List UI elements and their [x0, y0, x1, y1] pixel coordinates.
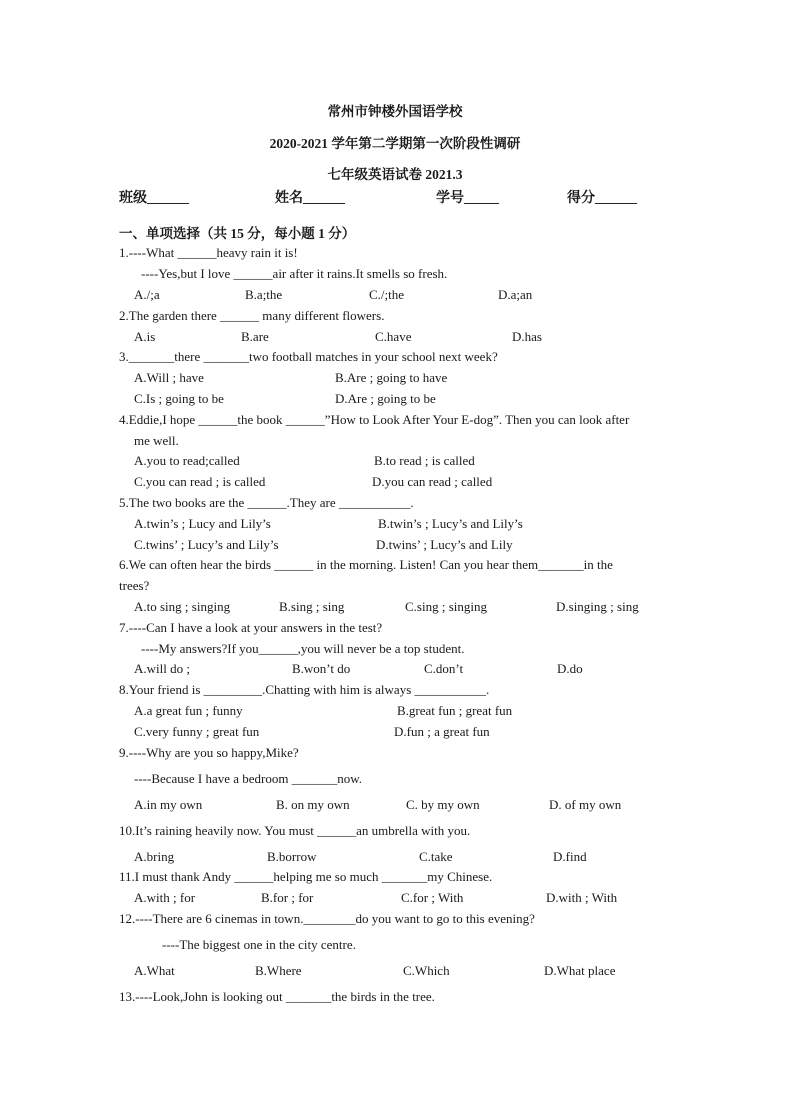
- question-1-option-d: D.a;an: [498, 287, 533, 302]
- question-4-stem-cont: me well.: [134, 433, 179, 448]
- question-4-option-c: C.you can read ; is called: [134, 474, 266, 489]
- question-12-stem: 12.----There are 6 cinemas in town.________do you want to go to this evening?: [119, 911, 535, 926]
- question-3-option-a: A.Will ; have: [134, 370, 204, 385]
- question-6-option-d: D.singing ; sing: [556, 599, 639, 614]
- question-6-stem-cont: trees?: [119, 578, 150, 593]
- question-5-option-b: B.twin’s ; Lucy’s and Lily’s: [378, 516, 523, 531]
- question-6-option-a: A.to sing ; singing: [134, 599, 231, 614]
- question-3-option-c: C.Is ; going to be: [134, 391, 224, 406]
- question-7-option-a: A.will do ;: [134, 661, 190, 676]
- question-11-option-c: C.for ; With: [401, 890, 464, 905]
- school-name: 常州市钟楼外国语学校: [327, 104, 463, 119]
- question-11-option-b: B.for ; for: [261, 890, 314, 905]
- question-1-reply: ----Yes,but I love ______air after it rains.It smells so fresh.: [141, 266, 448, 281]
- question-3-option-b: B.Are ; going to have: [335, 370, 448, 385]
- name-field: 姓名______: [275, 191, 345, 206]
- question-9-option-d: D. of my own: [549, 797, 622, 812]
- question-11-stem: 11.I must thank Andy ______helping me so much _______my Chinese.: [119, 869, 493, 884]
- question-9-stem: 9.----Why are you so happy,Mike?: [119, 745, 299, 760]
- question-4-option-b: B.to read ; is called: [374, 453, 475, 468]
- question-7-option-b: B.won’t do: [292, 661, 351, 676]
- question-5-stem: 5.The two books are the ______.They are ___________.: [119, 495, 414, 510]
- question-10-stem: 10.It’s raining heavily now. You must ______an umbrella with you.: [119, 823, 471, 838]
- question-12-option-d: D.What place: [544, 963, 616, 978]
- question-1-option-c: C./;the: [369, 287, 405, 302]
- student-number-field: 学号_____: [436, 191, 499, 206]
- question-12-reply: ----The biggest one in the city centre.: [162, 937, 356, 952]
- question-7-option-c: C.don’t: [424, 661, 464, 676]
- question-8-option-b: B.great fun ; great fun: [397, 703, 513, 718]
- question-2-stem: 2.The garden there ______ many different flowers.: [119, 308, 385, 323]
- class-field: 班级______: [119, 191, 189, 206]
- question-2-option-d: D.has: [512, 329, 542, 344]
- question-4-stem: 4.Eddie,I hope ______the book ______”How to Look After Your E-dog”. Then you can look after: [119, 412, 630, 427]
- question-4-option-d: D.you can read ; called: [372, 474, 493, 489]
- question-8-option-d: D.fun ; a great fun: [394, 724, 490, 739]
- question-3-option-d: D.Are ; going to be: [335, 391, 436, 406]
- question-8-stem: 8.Your friend is _________.Chatting with him is always ___________.: [119, 682, 490, 697]
- question-11-option-a: A.with ; for: [134, 890, 196, 905]
- question-10-option-b: B.borrow: [267, 849, 317, 864]
- question-2-option-b: B.are: [241, 329, 269, 344]
- question-6-option-b: B.sing ; sing: [279, 599, 345, 614]
- exam-title: 七年级英语试卷 2021.3: [327, 167, 463, 182]
- score-field: 得分______: [567, 191, 637, 206]
- question-9-option-b: B. on my own: [276, 797, 350, 812]
- question-5-option-a: A.twin’s ; Lucy and Lily’s: [134, 516, 271, 531]
- question-6-stem: 6.We can often hear the birds ______ in the morning. Listen! Can you hear them_______in the: [119, 557, 613, 572]
- question-9-option-c: C. by my own: [406, 797, 480, 812]
- question-9-option-a: A.in my own: [134, 797, 203, 812]
- question-1-stem: 1.----What ______heavy rain it is!: [119, 245, 298, 260]
- question-3-stem: 3._______there _______two football matches in your school next week?: [119, 349, 498, 364]
- question-1-option-a: A./;a: [134, 287, 160, 302]
- question-2-option-a: A.is: [134, 329, 156, 344]
- question-8-option-a: A.a great fun ; funny: [134, 703, 243, 718]
- question-12-option-c: C.Which: [403, 963, 450, 978]
- question-10-option-d: D.find: [553, 849, 587, 864]
- question-7-reply: ----My answers?If you______,you will never be a top student.: [141, 641, 465, 656]
- question-7-stem: 7.----Can I have a look at your answers in the test?: [119, 620, 383, 635]
- question-2-option-c: C.have: [375, 329, 412, 344]
- question-6-option-c: C.sing ; singing: [405, 599, 487, 614]
- question-10-option-c: C.take: [419, 849, 453, 864]
- section-heading: 一、单项选择（共 15 分，每小题 1 分）: [119, 226, 356, 241]
- question-7-option-d: D.do: [557, 661, 583, 676]
- question-5-option-c: C.twins’ ; Lucy’s and Lily’s: [134, 537, 279, 552]
- question-13-stem: 13.----Look,John is looking out _______the birds in the tree.: [119, 989, 435, 1004]
- question-9-reply: ----Because I have a bedroom _______now.: [134, 771, 363, 786]
- question-1-option-b: B.a;the: [245, 287, 283, 302]
- question-12-option-b: B.Where: [255, 963, 302, 978]
- question-11-option-d: D.with ; With: [546, 890, 618, 905]
- term-title: 2020-2021 学年第二学期第一次阶段性调研: [269, 136, 521, 151]
- question-5-option-d: D.twins’ ; Lucy’s and Lily: [376, 537, 513, 552]
- question-10-option-a: A.bring: [134, 849, 175, 864]
- question-12-option-a: A.What: [134, 963, 175, 978]
- question-8-option-c: C.very funny ; great fun: [134, 724, 260, 739]
- question-4-option-a: A.you to read;called: [134, 453, 240, 468]
